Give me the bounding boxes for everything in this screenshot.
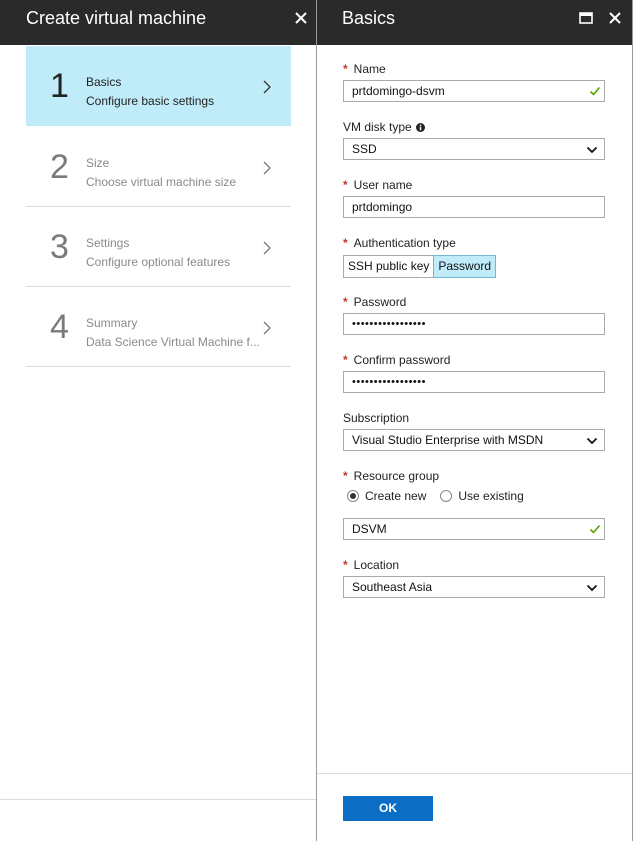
step-settings[interactable] [26,207,291,287]
name-value: prtdomingo-dsvm [352,84,445,98]
disk-type-select[interactable] [343,138,605,160]
info-icon[interactable] [416,123,425,132]
chevron-right-icon [262,160,272,176]
check-icon [589,85,601,97]
step-size[interactable] [26,127,291,207]
step-summary[interactable] [26,287,291,367]
required-star: * [343,558,348,572]
disk-type-value: SSD [352,142,377,156]
step-title: Basics [86,75,122,89]
subscription-select[interactable] [343,429,605,451]
radio-selected-icon [347,490,359,502]
password-label: * Password [343,295,407,309]
password-value: ••••••••••••••••• [352,318,426,330]
close-icon[interactable] [291,8,311,28]
blade-header [317,0,632,45]
step-title: Summary [86,316,138,330]
resource-group-label: * Resource group [343,469,440,483]
name-label: * Name [343,62,386,76]
required-star: * [343,62,348,76]
step-title: Settings [86,236,130,250]
location-value: Southeast Asia [352,580,433,594]
create-new-radio[interactable] [347,489,426,503]
chevron-right-icon [262,240,272,256]
check-icon [589,523,601,535]
required-star: * [343,236,348,250]
resource-group-value: DSVM [352,522,387,536]
chevron-right-icon [262,79,272,95]
step-number: 1 [50,67,69,105]
close-icon[interactable] [605,8,625,28]
disk-type-label: VM disk type [343,120,425,134]
step-basics[interactable] [26,46,291,126]
step-subtitle: Data Science Virtual Machine f... [86,335,260,349]
create-new-label: Create new [365,489,427,503]
required-star: * [343,353,348,367]
ssh-public-key-option[interactable]: SSH public key [343,255,434,278]
step-subtitle: Configure basic settings [86,94,215,108]
step-subtitle: Choose virtual machine size [86,175,237,189]
confirm-password-input[interactable] [343,371,605,393]
step-subtitle: Configure optional features [86,255,231,269]
use-existing-label: Use existing [458,489,524,503]
password-option[interactable]: Password [433,255,496,278]
step-number: 2 [50,148,69,186]
step-title: Size [86,156,110,170]
use-existing-radio[interactable] [440,489,523,503]
blade-title: Create virtual machine [26,8,207,28]
ok-button[interactable]: OK [343,796,433,821]
password-input[interactable] [343,313,605,335]
required-star: * [343,469,348,483]
blade-title: Basics [342,8,396,28]
step-number: 3 [50,228,69,266]
subscription-label: Subscription [343,411,410,425]
confirm-password-value: ••••••••••••••••• [352,376,426,388]
user-name-input[interactable] [343,196,605,218]
name-input[interactable] [343,80,605,102]
user-name-label: * User name [343,178,413,192]
auth-type-label: * Authentication type [343,236,456,250]
chevron-right-icon [262,320,272,336]
location-select[interactable] [343,576,605,598]
chevron-down-icon [586,584,598,592]
subscription-value: Visual Studio Enterprise with MSDN [352,433,544,447]
radio-unselected-icon [440,490,452,502]
location-label: * Location [343,558,400,572]
user-name-value: prtdomingo [352,200,413,214]
chevron-down-icon [586,146,598,154]
auth-type-toggle [343,255,496,278]
chevron-down-icon [586,437,598,445]
blade-header [0,0,316,45]
resource-group-radio-group [347,488,538,504]
blade-footer-divider [317,773,632,774]
resource-group-input[interactable] [343,518,605,540]
required-star: * [343,295,348,309]
step-number: 4 [50,308,69,346]
maximize-icon[interactable] [576,8,596,28]
blade-footer-divider [0,799,316,800]
basics-blade [317,0,633,841]
confirm-password-label: * Confirm password [343,353,451,367]
required-star: * [343,178,348,192]
